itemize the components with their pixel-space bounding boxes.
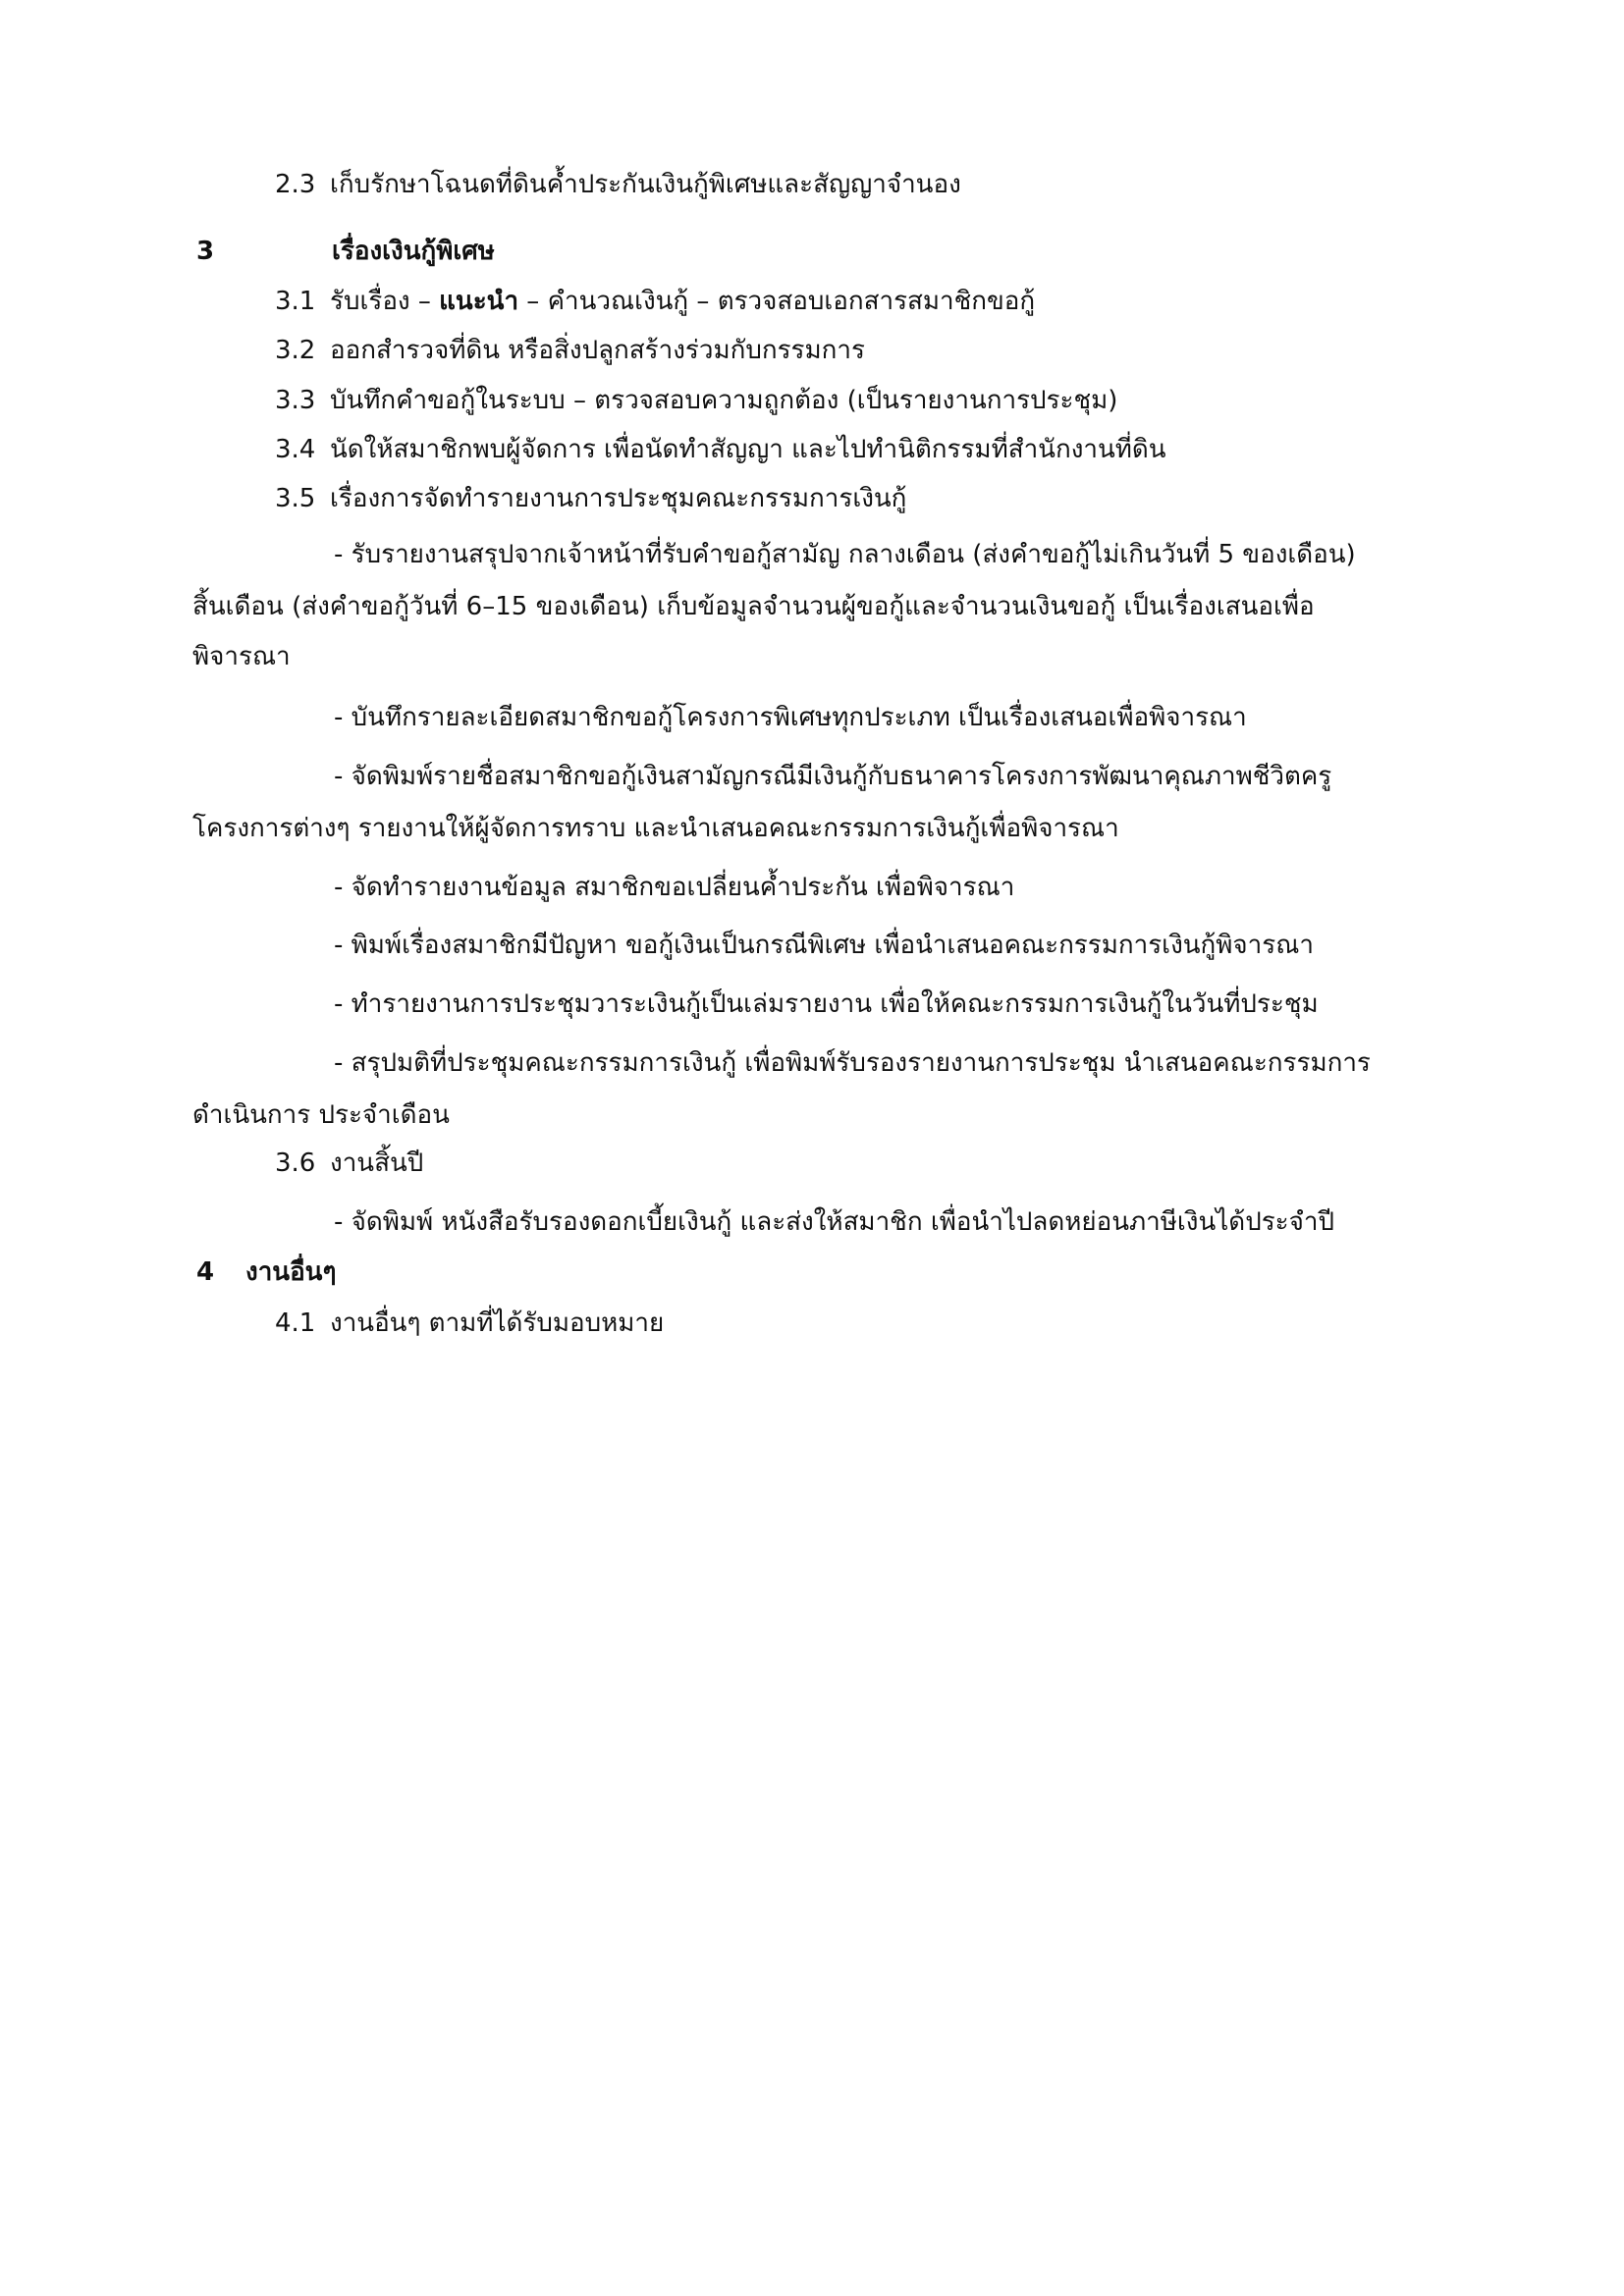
item-number: 3.6 (275, 1148, 316, 1178)
item-text: นัดให้สมาชิกพบผู้จัดการ เพื่อนัดทำสัญญา และไปทำนิติกรรมที่สำนักงานที่ดิน (330, 435, 1166, 464)
item-number: 3.3 (275, 386, 316, 415)
item-number: 4.1 (275, 1308, 316, 1338)
item-text-c: – คำนวณเงินกู้ – ตรวจสอบเอกสารสมาชิกขอกู้ (518, 287, 1036, 316)
item-number: 3.5 (275, 484, 316, 513)
item-number: 3.4 (275, 435, 316, 464)
item-text: บันทึกคำขอกู้ในระบบ – ตรวจสอบความถูกต้อง (เป็นรายงานการประชุม) (330, 386, 1118, 415)
bullet-6: - ทำรายงานการประชุมวาระเงินกู้เป็นเล่มรายงาน เพื่อให้คณะกรรมการเงินกู้ในวันที่ประชุม (334, 989, 1319, 1019)
item-text: งานสิ้นปี (330, 1148, 424, 1178)
item-text: งานอื่นๆ ตามที่ได้รับมอบหมาย (330, 1308, 665, 1338)
item-text: เก็บรักษาโฉนดที่ดินค้ำประกันเงินกู้พิเศษและสัญญาจำนอง (330, 170, 961, 199)
bullet-3-line-1: - จัดพิมพ์รายชื่อสมาชิกขอกู้เงินสามัญกรณีมีเงินกู้กับธนาคารโครงการพัฒนาคุณภาพชีวิตครู (334, 762, 1332, 791)
section-title: งานอื่นๆ (245, 1257, 337, 1287)
bullet-3-line-2: โครงการต่างๆ รายงานให้ผู้จัดการทราบ และนำเสนอคณะกรรมการเงินกู้เพื่อพิจารณา (192, 814, 1119, 843)
item-2-3 (275, 167, 961, 202)
item-3-3 (275, 383, 1117, 418)
bullet-7-line-2: ดำเนินการ ประจำเดือน (192, 1100, 450, 1130)
section-title: เรื่องเงินกู้พิเศษ (332, 237, 495, 266)
item-text-a: รับเรื่อง – (330, 287, 440, 316)
item-3-4 (275, 432, 1166, 467)
item-number: 3.2 (275, 336, 316, 365)
item-number: 2.3 (275, 170, 316, 199)
section-number: 4 (196, 1257, 215, 1287)
item-3-6 (275, 1146, 423, 1181)
bullet-8: - จัดพิมพ์ หนังสือรับรองดอกเบี้ยเงินกู้ และส่งให้สมาชิก เพื่อนำไปลดหย่อนภาษีเงินได้ประจำปี (334, 1207, 1334, 1237)
item-text: ออกสำรวจที่ดิน หรือสิ่งปลูกสร้างร่วมกับกรรมการ (330, 336, 865, 365)
bullet-1-line-2: สิ้นเดือน (ส่งคำขอกู้วันที่ 6–15 ของเดือน) เก็บข้อมูลจำนวนผู้ขอกู้และจำนวนเงินขอกู้ เป็นเรื่องเสนอเพื่อ (192, 592, 1315, 621)
item-3-2 (275, 333, 865, 368)
section-4-heading (196, 1255, 336, 1290)
item-text: เรื่องการจัดทำรายงานการประชุมคณะกรรมการเงินกู้ (330, 484, 907, 513)
section-number: 3 (196, 237, 215, 266)
bullet-4: - จัดทำรายงานข้อมูล สมาชิกขอเปลี่ยนค้ำประกัน เพื่อพิจารณา (334, 873, 1015, 902)
bullet-5: - พิมพ์เรื่องสมาชิกมีปัญหา ขอกู้เงินเป็นกรณีพิเศษ เพื่อนำเสนอคณะกรรมการเงินกู้พิจารณา (334, 931, 1314, 960)
item-3-1 (275, 284, 1035, 319)
item-3-5 (275, 481, 906, 516)
bullet-1-line-1: - รับรายงานสรุปจากเจ้าหน้าที่รับคำขอกู้สามัญ กลางเดือน (ส่งคำขอกู้ไม่เกินวันที่ 5 ของเดือน) (334, 540, 1356, 569)
item-number: 3.1 (275, 287, 316, 316)
item-text-b: แนะนำ (439, 287, 519, 316)
item-4-1 (275, 1306, 664, 1341)
section-3-heading (196, 234, 495, 269)
bullet-7-line-1: - สรุปมติที่ประชุมคณะกรรมการเงินกู้ เพื่อพิมพ์รับรองรายงานการประชุม นำเสนอคณะกรรมการ (334, 1048, 1371, 1078)
bullet-1-line-3: พิจารณา (192, 642, 291, 671)
bullet-2: - บันทึกรายละเอียดสมาชิกขอกู้โครงการพิเศษทุกประเภท เป็นเรื่องเสนอเพื่อพิจารณา (334, 703, 1247, 732)
